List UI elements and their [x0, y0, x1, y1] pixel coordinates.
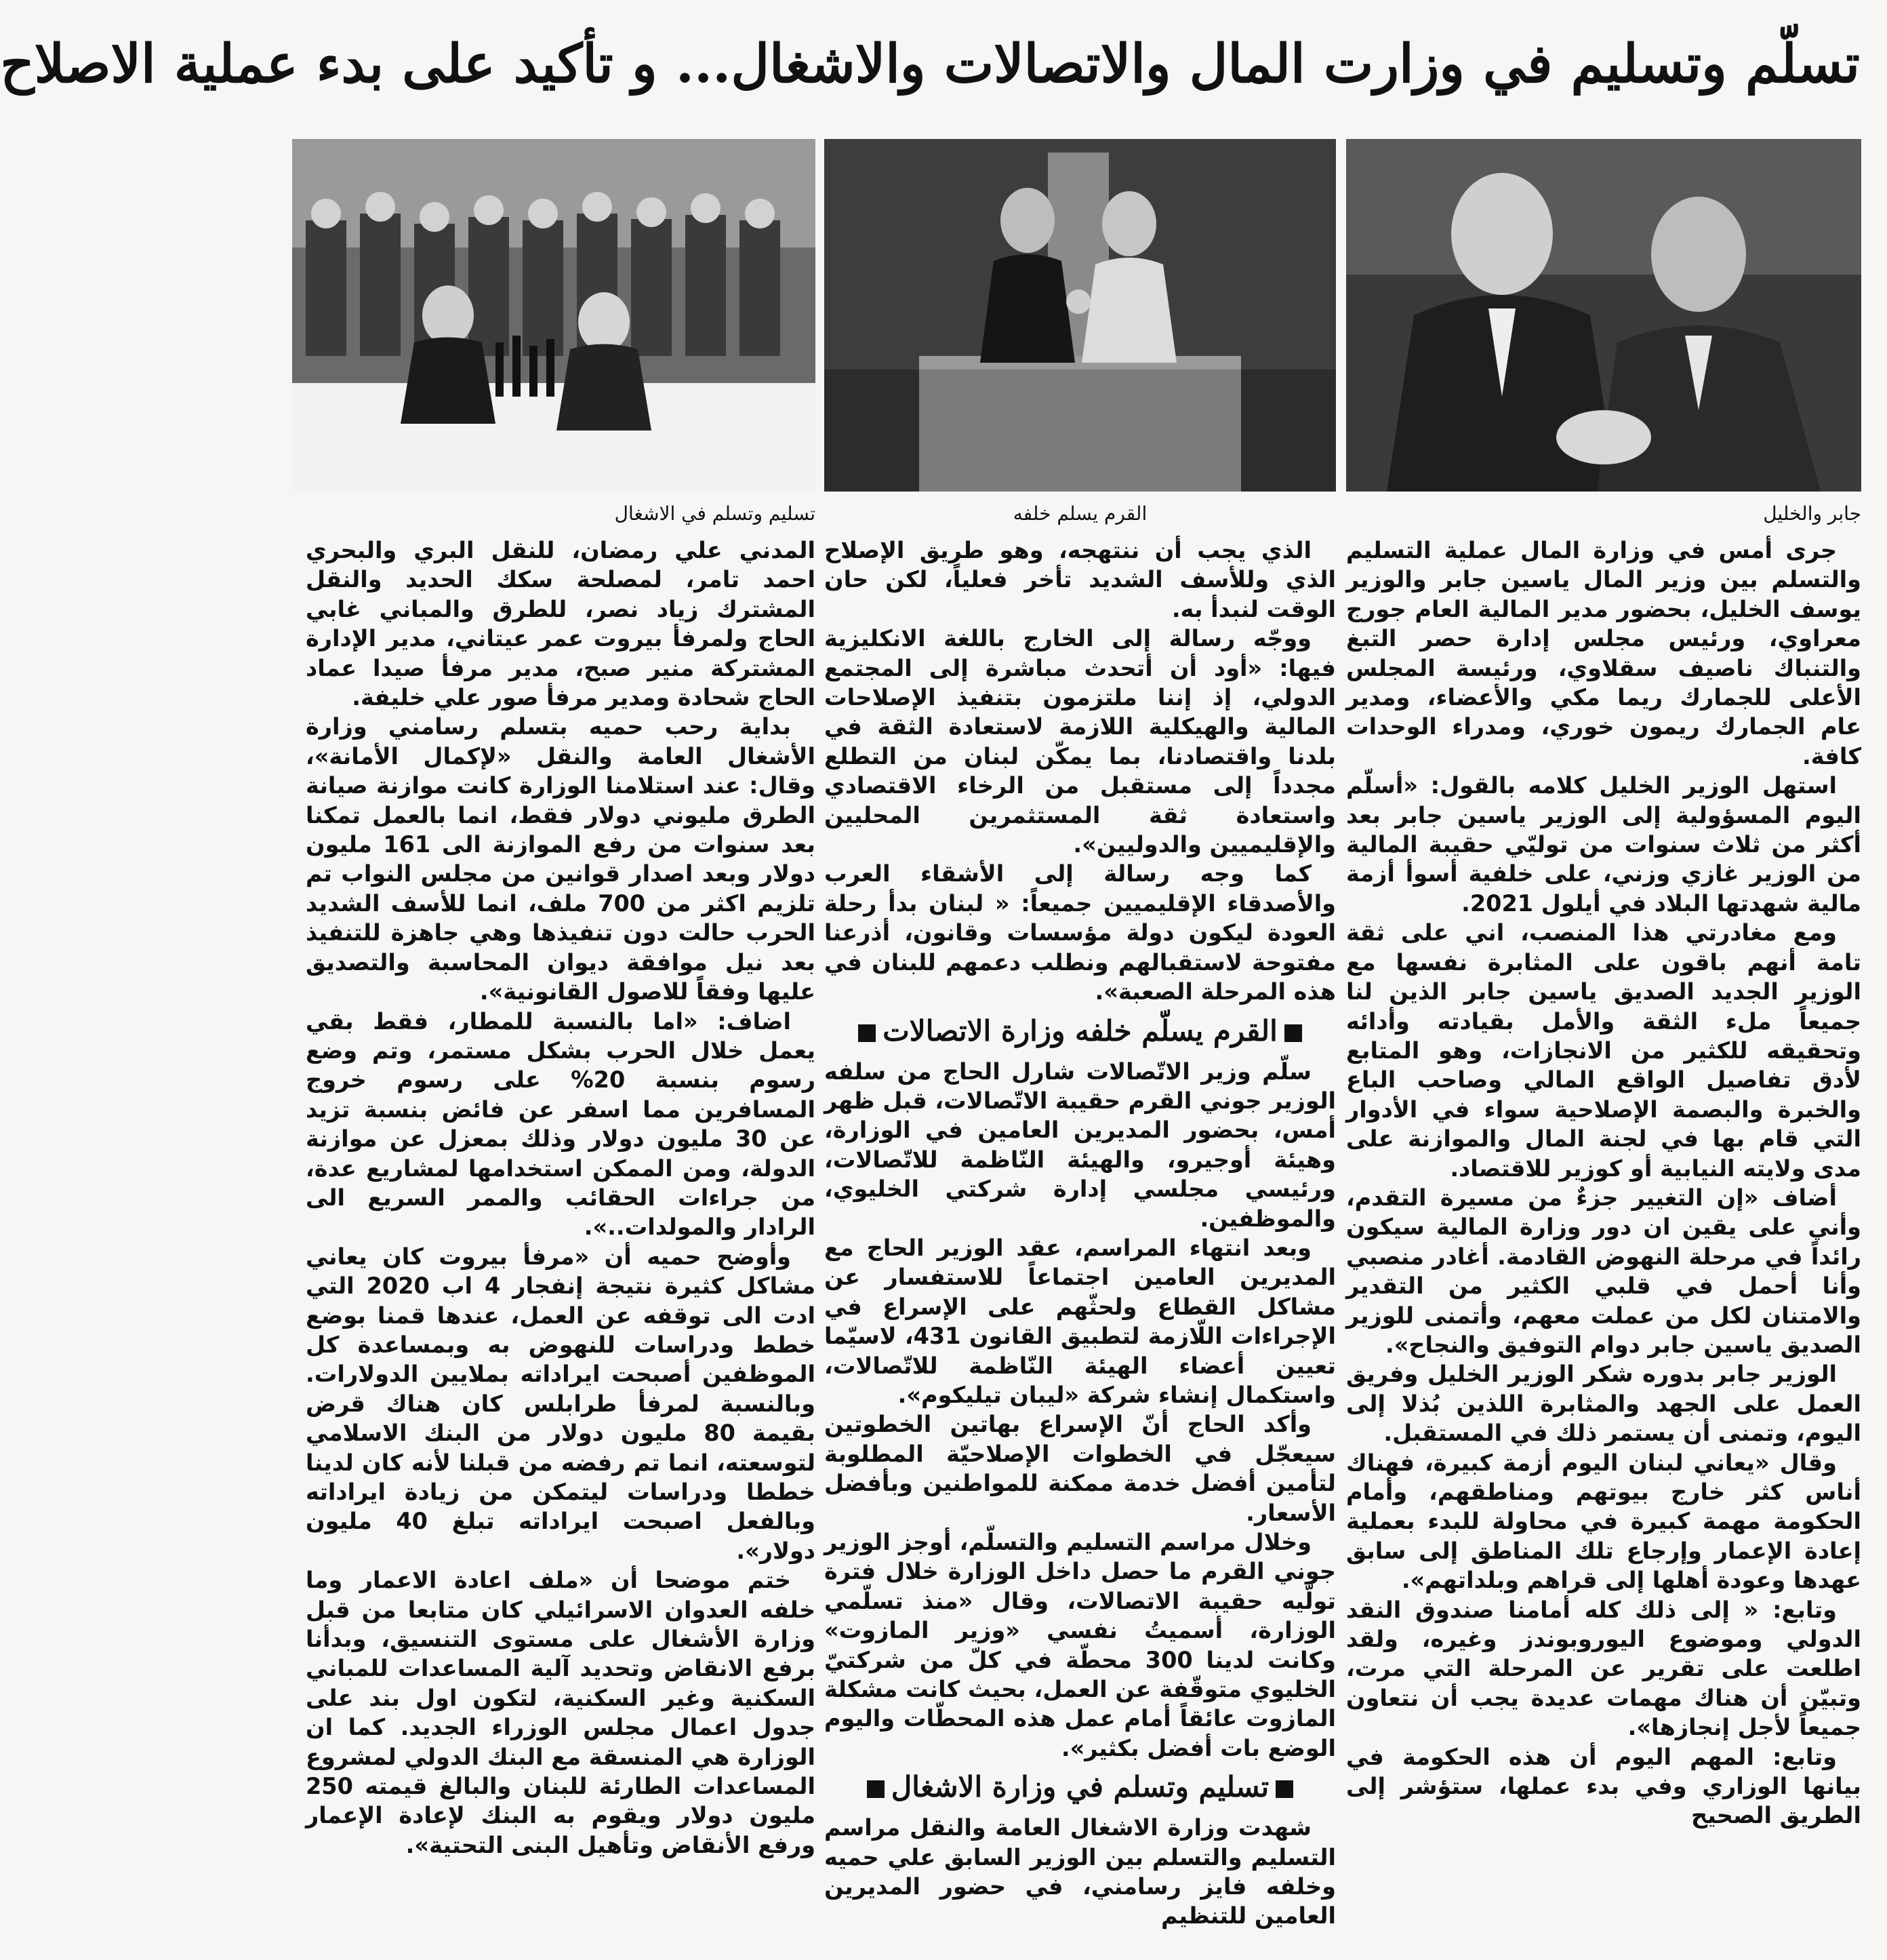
paragraph: الوزير جابر بدوره شكر الوزير الخليل وفريق العمل على الجهد والمثابرة اللذين بُذلا إلى اليوم، وتمنى أن يستمر ذلك في المستقبل. [1346, 1361, 1861, 1447]
paragraph: ووجّه رسالة إلى الخارج باللغة الانكليزية فيها: «أود أن أتحدث مباشرة إلى المجتمع الدولي، إذ إننا ملتزمون بتنفيذ الإصلاحات المالية والهيكلية اللازمة لاستعادة الثقة في بلدنا واقتصادنا، بما يمكّن لبنان من التطلع مجدداً إلى مستقبل من الرخاء الاقتصادي واستعادة ثقة المستثمرين المحليين والإقليميين والدوليين». [824, 625, 1336, 858]
photo-press-conference [292, 139, 815, 492]
photo-caption-ministers-desk: القرم يسلم خلفه [1013, 502, 1148, 525]
section-heading-text: القرم يسلّم خلفه وزارة الاتصالات [882, 1014, 1278, 1047]
section-heading-telecom [824, 1014, 1336, 1049]
paragraph: استهل الوزير الخليل كلامه بالقول: «أسلّم اليوم المسؤولية إلى الوزير ياسين جابر بعد أكثر من ثلاث سنوات من توليّي حقيبة المالية من الوزير غازي وزني، على خلفية أسوأ أزمة مالية شهدتها البلاد في أيلول 2021. [1346, 772, 1861, 917]
section-heading-text: تسليم وتسلم في وزارة الاشغال [891, 1770, 1270, 1804]
article-column-middle [824, 536, 1336, 1932]
paragraph: وبعد انتهاء المراسم، عقد الوزير الحاج مع المديرين العامين اجتماعاً للاستفسار عن مشاكل القطاع ولحثّهم على الإسراع في الإجراءات اللّازمة لتطبيق القانون 431، لاسيّما تعيين أعضاء الهيئة النّاظمة للاتّصالات، واستكمال إنشاء شركة «ليبان تيليكوم». [824, 1234, 1336, 1408]
paragraph: سلّم وزير الاتّصالات شارل الحاج من سلفه الوزير جوني القرم حقيبة الاتّصالات، قبل ظهر أمس، بحضور المديرين العامين في الوزارة، وهيئة أوجيرو، والهيئة النّاظمة للاتّصالات، ورئيسي مجلسي إدارة شركتي الخليوي، والموظفين. [824, 1058, 1336, 1232]
paragraph: اضاف: «اما بالنسبة للمطار، فقط بقي يعمل خلال الحرب بشكل مستمر، وتم وضع رسوم بنسبة 20% على رسوم خروج المسافرين مما اسفر عن فائض بنسبة تزيد عن 30 مليون دولار وذلك بمعزل عن موازنة الدولة، ومن الممكن استخدامها لمشاريع عدة، من جراءات الحقائب والممر السريع الى الرادار والمولدات..». [306, 1007, 815, 1241]
photo-ministers-desk [824, 139, 1336, 492]
paragraph: جرى أمس في وزارة المال عملية التسليم والتسلم بين وزير المال ياسين جابر والوزير يوسف الخليل، بحضور مدير المالية العام جورج معراوي، ورئيس مجلس إدارة حصر التبغ والتنباك ناصيف سقلاوي، ورئيسة المجلس الأعلى للجمارك ريما مكي والأعضاء، ومدير عام الجمارك ريمون خوري، ومدراء الوحدات كافة. [1346, 537, 1861, 769]
paragraph: شهدت وزارة الاشغال العامة والنقل مراسم التسليم والتسلم بين الوزير السابق علي حميه وخلفه فايز رسامني، في حضور المديرين العامين للتنظيم [824, 1814, 1336, 1929]
paragraph: ومع مغادرتي هذا المنصب، اني على ثقة تامة أنهم باقون على المثابرة نفسها مع الوزير الجديد الصديق ياسين جابر الذين لنا جميعاً ملء الثقة والأمل بقيادته وأدائه وتحقيقه للكثير من الانجازات، وهو المتابع لأدق تفاصيل الواقع المالي وصاحب الباع والخبرة والبصمة الإصلاحية سواء في الأدوار التي قام بها في لجنة المال والموازنة على مدى ولايته النيابية أو كوزير للاقتصاد. [1346, 919, 1861, 1182]
paragraph: وأوضح حميه أن «مرفأ بيروت كان يعاني مشاكل كثيرة نتيجة إنفجار 4 اب 2020 التي ادت الى توقفه عن العمل، عندها قمنا بوضع خطط ودراسات للنهوض به وبمساعدة كل الموظفين أصبحت ايراداته بملايين الدولارات. وبالنسبة لمرفأ طرابلس كان هناك قرض بقيمة 80 مليون دولار من البنك الاسلامي لتوسعته، انما تم رفضه من قبلنا لأنه كان لدينا خططا ودراسات ليتمكن من زيادة ايراداته وبالفعل اصبحت ايراداته تبلغ 40 مليون دولار». [306, 1243, 815, 1564]
square-bullet-icon [867, 1780, 885, 1798]
paragraph: أضاف «إن التغيير جزءٌ من مسيرة التقدم، وأني على يقين ان دور وزارة المالية سيكون رائداً في مرحلة النهوض القادمة. أغادر منصبي وأنا أحمل في قلبي الكثير من التقدير والامتنان لكل من عملت معهم، وأتمنى للوزير الصديق ياسين جابر دوام التوفيق والنجاح». [1346, 1184, 1861, 1358]
paragraph: وتابع: « إلى ذلك كله أمامنا صندوق النقد الدولي وموضوع اليوروبوندز وغيره، ولقد اطلعت على تقرير عن المرحلة التي مرت، وتبيّن أن هناك مهمات عديدة يجب أن نتعاون جميعاً لأجل إنجازها». [1346, 1596, 1861, 1741]
paragraph: بداية رحب حميه بتسلم رسامني وزارة الأشغال العامة والنقل «لإكمال الأمانة»، وقال: عند استلامنا الوزارة كانت موازنة صيانة الطرق مليوني دولار فقط، انما بالعمل تمكنا بعد سنوات من رفع الموازنة الى 161 مليون دولار وبعد اصدار قوانين من مجلس النواب تم تلزيم اكثر من 700 ملف، انما للأسف الشديد الحرب حالت دون تنفيذها وهي جاهزة للتنفيذ بعد نيل موافقة ديوان المحاسبة والتصديق عليها وفقاً للاصول القانونية». [306, 713, 816, 1005]
section-heading-public-works [824, 1769, 1336, 1805]
square-bullet-icon [1276, 1780, 1293, 1798]
article-column-right [1346, 536, 1861, 1932]
paragraph: كما وجه رسالة إلى الأشقاء العرب والأصدقاء الإقليميين جميعاً: « لبنان بدأ رحلة العودة ليكون دولة مؤسسات وقانون، أذرعنا مفتوحة لاستقبالهم ونطلب دعمهم للبنان في هذه المرحلة الصعبة». [824, 860, 1336, 1005]
paragraph: وتابع: المهم اليوم أن هذه الحكومة في بيانها الوزاري وفي بدء عملها، ستؤشر إلى الطريق الصحيح [1346, 1743, 1861, 1829]
photo-caption-handshake: جابر والخليل [1763, 502, 1861, 525]
article-column-left [306, 536, 815, 1932]
paragraph: المدني علي رمضان، للنقل البري والبحري احمد تامر، لمصلحة سكك الحديد والنقل المشترك زياد نصر، للطرق والمباني غابي الحاج ولمرفأ بيروت عمر عيتاني، مدير الإدارة المشتركة منير صبح، مدير مرفأ صيدا عماد الحاج شحادة ومدير مرفأ صور علي خليفة. [306, 537, 815, 711]
photo-caption-press-conference: تسليم وتسلم في الاشغال [614, 502, 815, 525]
paragraph: وأكد الحاج أنّ الإسراع بهاتين الخطوتين سيعجّل في الخطوات الإصلاحيّة المطلوبة لتأمين أفضل خدمة ممكنة للمواطنين وبأفضل الأسعار. [824, 1411, 1336, 1526]
paragraph: وقال «يعاني لبنان اليوم أزمة كبيرة، فهناك أناس كثر خارج بيوتهم ومناطقهم، وأمام الحكومة مهمة كبيرة في محاولة للبدء بعملية إعادة الإعمار وإرجاع تلك المناطق إلى سابق عهدها وعودة أهلها إلى قراهم وبلداتهم». [1346, 1449, 1861, 1594]
headline: تسلّم وتسليم في وزارت المال والاتصالات والاشغال... و تأكيد على بدء عملية الاصلاح [0, 33, 1860, 95]
square-bullet-icon [858, 1024, 876, 1042]
paragraph: الذي يجب أن ننتهجه، وهو طريق الإصلاح الذي وللأسف الشديد تأخر فعلياً، لكن حان الوقت لنبدأ به. [824, 537, 1336, 622]
paragraph: وخلال مراسم التسليم والتسلّم، أوجز الوزير جوني القرم ما حصل داخل الوزارة خلال فترة تولّيه حقيبة الاتصالات، وقال «منذ تسلّمي الوزارة، أسميتُ نفسي «وزير المازوت» وكانت لدينا 300 محطّة في كلّ من شركتيّ الخليوي متوقّفة عن العمل، بحيث كانت مشكلة المازوت عائقاً أمام عمل هذه المحطّات واليوم الوضع بات أفضل بكثير». [824, 1529, 1336, 1761]
square-bullet-icon [1284, 1024, 1302, 1042]
photo-handshake [1346, 139, 1861, 492]
paragraph: ختم موضحا أن «ملف اعادة الاعمار وما خلفه العدوان الاسرائيلي كان متابعا من قبل وزارة الأشغال على مستوى التنسيق، وبدأنا برفع الانقاض وتحديد آلية المساعدات للمباني السكنية وغير السكنية، لتكون اول بند على جدول اعمال مجلس الوزراء الجديد. كما ان الوزارة هي المنسقة مع البنك الدولي لمشروع المساعدات الطارئة للبنان والبالغ قيمته 250 مليون دولار ويقوم به البنك لإعادة الإعمار ورفع الأنقاض وتأهيل البنى التحتية». [306, 1567, 815, 1858]
